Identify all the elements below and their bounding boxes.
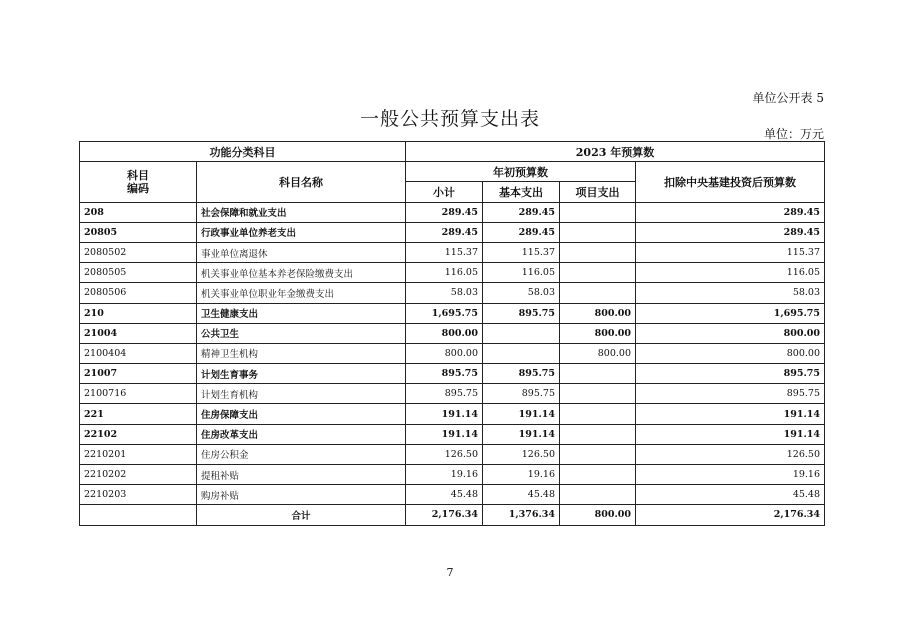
row-project: [560, 444, 636, 464]
row-code: 21007: [80, 364, 197, 384]
page-title: 一般公共预算支出表: [359, 108, 540, 130]
row-subtotal: 191.14: [406, 404, 483, 424]
row-subtotal: 289.45: [406, 222, 483, 242]
row-name: 计划生育机构: [197, 384, 406, 404]
row-code: 2100404: [80, 343, 197, 363]
row-code: 2100716: [80, 384, 197, 404]
row-basic: 895.75: [483, 364, 560, 384]
row-net: 895.75: [636, 384, 825, 404]
row-basic: [483, 323, 560, 343]
row-basic: 19.16: [483, 465, 560, 485]
header-budget-year: 2023 年预算数: [406, 142, 825, 162]
row-project: [560, 263, 636, 283]
row-basic: 289.45: [483, 202, 560, 222]
row-project: [560, 384, 636, 404]
row-project: [560, 202, 636, 222]
row-project: [560, 242, 636, 262]
row-project: 800.00: [560, 343, 636, 363]
row-code: 21004: [80, 323, 197, 343]
table-row: [80, 323, 825, 343]
row-net: 191.14: [636, 424, 825, 444]
row-project: [560, 404, 636, 424]
header-subtotal: 小计: [406, 182, 483, 202]
row-subtotal: 800.00: [406, 323, 483, 343]
total-subtotal: 2,176.34: [406, 505, 483, 525]
total-project: 800.00: [560, 505, 636, 525]
total-code: [80, 505, 197, 525]
row-subtotal: 895.75: [406, 364, 483, 384]
row-name: 机关事业单位基本养老保险缴费支出: [197, 263, 406, 283]
total-label: 合计: [197, 505, 406, 525]
row-name: 住房改革支出: [197, 424, 406, 444]
row-net: 800.00: [636, 323, 825, 343]
row-code: 208: [80, 202, 197, 222]
row-basic: [483, 343, 560, 363]
row-subtotal: 115.37: [406, 242, 483, 262]
page-number: 7: [446, 566, 454, 579]
row-net: 126.50: [636, 444, 825, 464]
table-row: [80, 242, 825, 262]
row-subtotal: 289.45: [406, 202, 483, 222]
row-project: [560, 465, 636, 485]
row-subtotal: 45.48: [406, 485, 483, 505]
header-code: 科目 编码: [80, 162, 197, 202]
row-basic: 116.05: [483, 263, 560, 283]
row-basic: 289.45: [483, 222, 560, 242]
row-code: 2210201: [80, 444, 197, 464]
row-name: 卫生健康支出: [197, 303, 406, 323]
table-row: [80, 343, 825, 363]
row-subtotal: 116.05: [406, 263, 483, 283]
row-name: 机关事业单位职业年金缴费支出: [197, 283, 406, 303]
row-basic: 191.14: [483, 404, 560, 424]
row-subtotal: 191.14: [406, 424, 483, 444]
row-net: 895.75: [636, 364, 825, 384]
table-row: [80, 364, 825, 384]
budget-table: [79, 141, 825, 526]
table-row: [80, 202, 825, 222]
row-basic: 45.48: [483, 485, 560, 505]
row-net: 45.48: [636, 485, 825, 505]
table-row: [80, 465, 825, 485]
row-code: 2080502: [80, 242, 197, 262]
row-code: 2080505: [80, 263, 197, 283]
row-code: 210: [80, 303, 197, 323]
header-initial-budget: 年初预算数: [406, 162, 636, 182]
row-net: 289.45: [636, 222, 825, 242]
row-subtotal: 895.75: [406, 384, 483, 404]
row-code: 2210202: [80, 465, 197, 485]
table-row: [80, 485, 825, 505]
row-subtotal: 1,695.75: [406, 303, 483, 323]
row-net: 800.00: [636, 343, 825, 363]
row-name: 提租补贴: [197, 465, 406, 485]
row-net: 19.16: [636, 465, 825, 485]
row-name: 精神卫生机构: [197, 343, 406, 363]
table-row: [80, 303, 825, 323]
header-name: 科目名称: [197, 162, 406, 202]
row-project: [560, 485, 636, 505]
total-net: 2,176.34: [636, 505, 825, 525]
row-basic: 126.50: [483, 444, 560, 464]
header-net-budget: 扣除中央基建投资后预算数: [636, 162, 825, 202]
row-basic: 191.14: [483, 424, 560, 444]
table-row: [80, 384, 825, 404]
row-code: 20805: [80, 222, 197, 242]
row-net: 58.03: [636, 283, 825, 303]
row-name: 公共卫生: [197, 323, 406, 343]
row-net: 191.14: [636, 404, 825, 424]
table-row: [80, 222, 825, 242]
row-code: 221: [80, 404, 197, 424]
row-name: 住房保障支出: [197, 404, 406, 424]
row-net: 116.05: [636, 263, 825, 283]
row-basic: 895.75: [483, 384, 560, 404]
row-project: 800.00: [560, 323, 636, 343]
form-number: 单位公开表 5: [752, 91, 824, 105]
row-subtotal: 19.16: [406, 465, 483, 485]
row-name: 事业单位离退休: [197, 242, 406, 262]
row-basic: 58.03: [483, 283, 560, 303]
row-subtotal: 58.03: [406, 283, 483, 303]
table-row: [80, 283, 825, 303]
row-basic: 115.37: [483, 242, 560, 262]
header-basic: 基本支出: [483, 182, 560, 202]
row-name: 行政事业单位养老支出: [197, 222, 406, 242]
row-subtotal: 126.50: [406, 444, 483, 464]
row-net: 115.37: [636, 242, 825, 262]
table-row: [80, 404, 825, 424]
row-name: 社会保障和就业支出: [197, 202, 406, 222]
row-code: 2080506: [80, 283, 197, 303]
total-basic: 1,376.34: [483, 505, 560, 525]
header-function-class: 功能分类科目: [80, 142, 406, 162]
row-project: [560, 283, 636, 303]
table-row: [80, 424, 825, 444]
row-name: 购房补贴: [197, 485, 406, 505]
row-net: 289.45: [636, 202, 825, 222]
row-project: [560, 364, 636, 384]
row-name: 住房公积金: [197, 444, 406, 464]
row-subtotal: 800.00: [406, 343, 483, 363]
row-name: 计划生育事务: [197, 364, 406, 384]
row-net: 1,695.75: [636, 303, 825, 323]
row-project: 800.00: [560, 303, 636, 323]
unit-label: 单位：万元: [763, 127, 824, 141]
row-project: [560, 222, 636, 242]
row-project: [560, 424, 636, 444]
total-row: [80, 505, 825, 525]
table-row: [80, 444, 825, 464]
header-project: 项目支出: [560, 182, 636, 202]
row-code: 22102: [80, 424, 197, 444]
table-row: [80, 263, 825, 283]
row-code: 2210203: [80, 485, 197, 505]
row-basic: 895.75: [483, 303, 560, 323]
